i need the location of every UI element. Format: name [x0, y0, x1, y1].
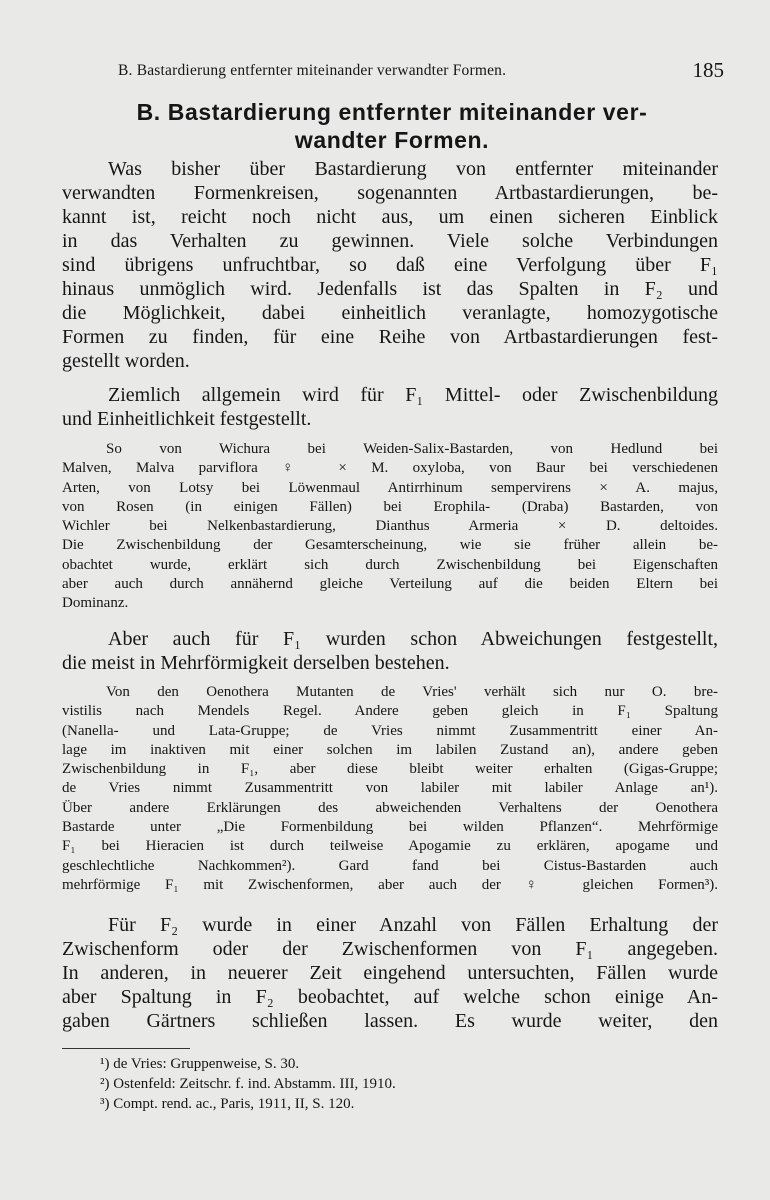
- text-line: obachtet wurde, erklärt sich durch Zwischenbildung bei Eigenschaften: [62, 556, 718, 573]
- text-line: Von den Oenothera Mutanten de Vries' verhält sich nur O. bre-: [106, 684, 718, 700]
- text-line: gaben Gärtners schließen lassen. Es wurde weiter, den: [62, 1010, 718, 1032]
- text-line: verwandten Formenkreisen, sogenannten Artbastardierungen, be-: [62, 182, 718, 204]
- section-heading: [62, 98, 722, 154]
- text-line: Bastarde unter „Die Formenbildung bei wilden Pflanzen“. Mehrförmige: [62, 819, 718, 836]
- paragraph-f1-summary: [62, 383, 718, 431]
- running-head: [118, 58, 724, 86]
- text-line: aber Spaltung in F₂ beobachtet, auf welche schon einige An-: [62, 986, 718, 1008]
- text-line: vistilis nach Mendels Regel. Andere geben gleich in F₁ Spaltung: [62, 703, 718, 720]
- text-line: Formen zu finden, für eine Reihe von Artbastardierungen fest-: [62, 326, 718, 348]
- text-line: aber auch durch annähernd gleiche Verteilung auf die beiden Eltern bei: [62, 576, 718, 593]
- text-line: in das Verhalten zu gewinnen. Viele solche Verbindungen: [62, 230, 718, 252]
- small-print-examples: [62, 440, 718, 614]
- text-line: de Vries nimmt Zusammentritt von labiler mit labiler Anlage an¹).: [62, 780, 718, 797]
- text-line: mehrförmige F₁ mit Zwischenformen, aber auch der ♀ gleichen Formen³).: [62, 876, 718, 893]
- paragraph-intro: [62, 157, 718, 373]
- footnote: ²) Ostenfeld: Zeitschr. f. ind. Abstamm. III, 1910.: [100, 1076, 396, 1092]
- section-heading-line: wandter Formen.: [294, 127, 490, 153]
- text-line: lage im inaktiven mit einer solchen im labilen Zustand an), andere geben: [62, 741, 718, 758]
- text-line: sind übrigens unfruchtbar, so daß eine Verfolgung über F₁: [62, 254, 718, 276]
- running-head-title: B. Bastardierung entfernter miteinander verwandter Formen.: [118, 62, 507, 79]
- text-line: Die Zwischenbildung der Gesamterscheinung, wie sie früher allein be-: [62, 537, 718, 554]
- text-line: und Einheitlichkeit festgestellt.: [62, 408, 312, 430]
- paragraph-deviations: [62, 627, 718, 675]
- text-line: geschlechtliche Nachkommen²). Gard fand bei Cistus-Bastarden auch: [62, 857, 718, 874]
- text-line: So von Wichura bei Weiden-Salix-Bastarden, von Hedlund bei: [106, 441, 718, 457]
- text-line: Wichler bei Nelkenbastardierung, Dianthus Armeria × D. deltoides.: [62, 518, 718, 535]
- text-line: von Rosen (in einigen Fällen) bei Erophila- (Draba) Bastarden, von: [62, 498, 718, 515]
- section-heading-line: B. Bastardierung entfernter miteinander ver-: [136, 99, 648, 125]
- text-line: Ziemlich allgemein wird für F₁ Mittel- oder Zwischenbildung: [108, 384, 718, 406]
- text-line: die meist in Mehrförmigkeit derselben bestehen.: [62, 652, 450, 674]
- footnotes: [100, 1054, 660, 1114]
- text-line: (Nanella- und Lata-Gruppe; de Vries nimmt Zusammentritt einer An-: [62, 722, 718, 739]
- footnote-divider: [62, 1048, 190, 1049]
- footnote: ³) Compt. rend. ac., Paris, 1911, II, S. 120.: [100, 1096, 355, 1112]
- text-line: Zwischenform oder der Zwischenformen von F₁ angegeben.: [62, 938, 718, 960]
- text-line: In anderen, in neuerer Zeit eingehend untersuchten, Fällen wurde: [62, 962, 718, 984]
- text-line: kannt ist, reicht noch nicht aus, um einen sicheren Einblick: [62, 206, 718, 228]
- text-line: Dominanz.: [62, 595, 129, 612]
- text-line: Aber auch für F₁ wurden schon Abweichungen festgestellt,: [108, 628, 718, 650]
- text-line: Über andere Erklärungen des abweichenden Verhaltens der Oenothera: [62, 799, 718, 816]
- footnote: ¹) de Vries: Gruppenweise, S. 30.: [100, 1056, 300, 1072]
- text-line: Arten, von Lotsy bei Löwenmaul Antirrhinum sempervirens × A. majus,: [62, 479, 718, 496]
- text-line: hinaus unmöglich wird. Jedenfalls ist das Spalten in F₂ und: [62, 278, 718, 300]
- text-line: F₁ bei Hieracien ist durch teilweise Apogamie zu erklären, apogame und: [62, 838, 718, 855]
- text-line: Für F₂ wurde in einer Anzahl von Fällen Erhaltung der: [108, 914, 718, 936]
- paragraph-f2: [62, 913, 718, 1033]
- text-line: Malven, Malva parviflora ♀ × M. oxyloba, von Baur bei verschiedenen: [62, 460, 718, 477]
- small-print-oenothera: [62, 683, 718, 895]
- text-line: Zwischenbildung in F₁, aber diese bleibt weiter erhalten (Gigas-Gruppe;: [62, 761, 718, 778]
- page-number: 185: [692, 58, 724, 82]
- text-line: Was bisher über Bastardierung von entfernter miteinander: [108, 158, 718, 180]
- text-line: gestellt worden.: [62, 350, 190, 372]
- text-line: die Möglichkeit, dabei einheitlich veranlagte, homozygotische: [62, 302, 718, 324]
